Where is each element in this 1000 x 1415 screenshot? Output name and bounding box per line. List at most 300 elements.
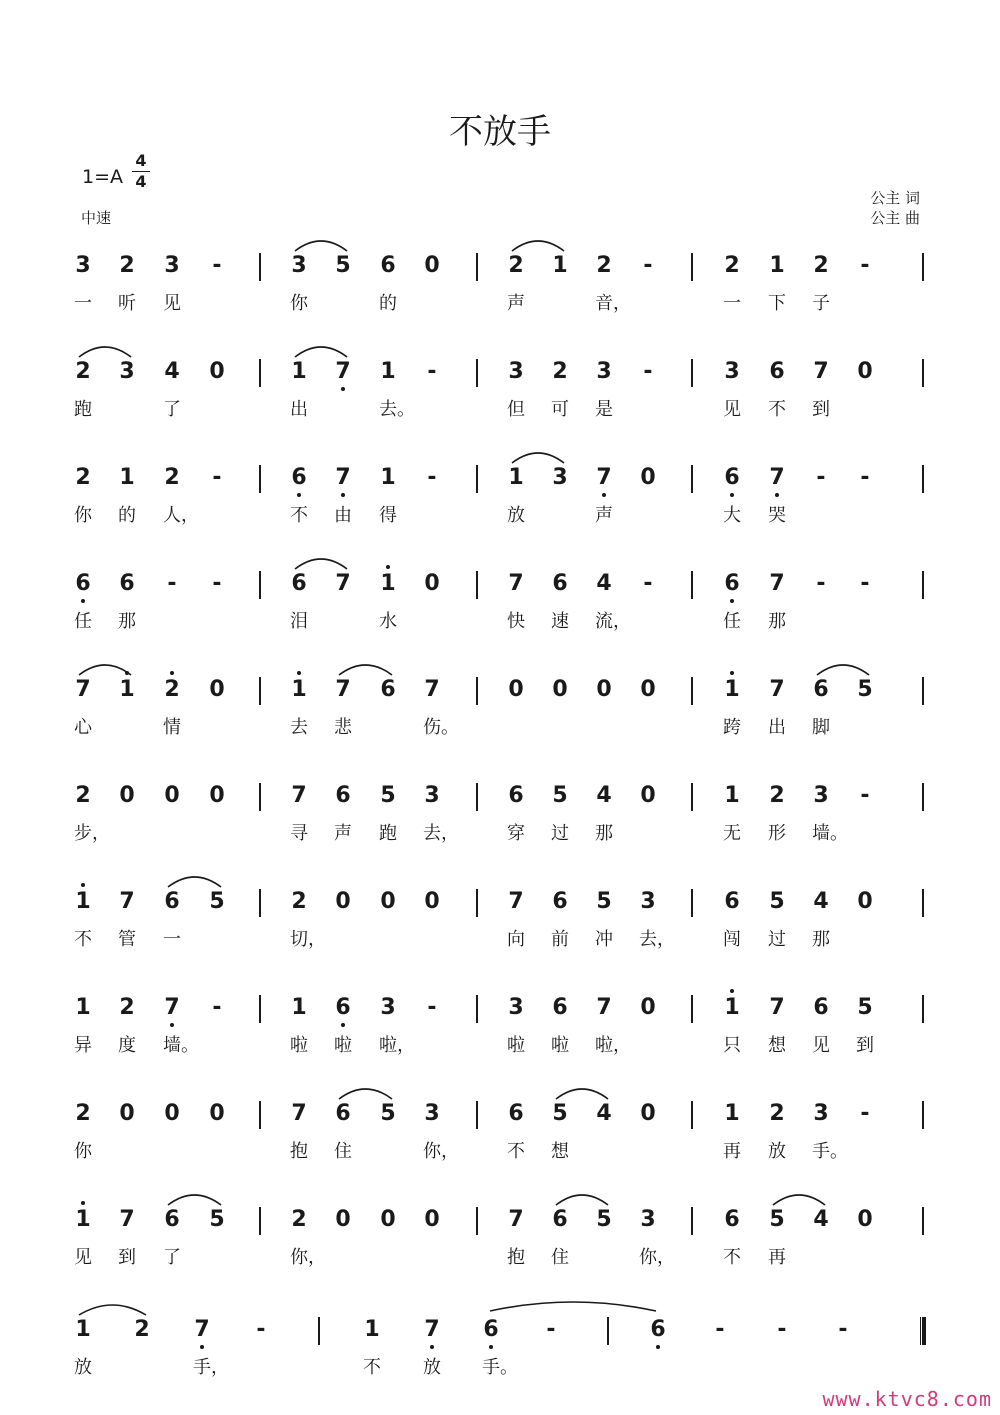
note: 3 xyxy=(291,253,307,278)
lyric-syllable: 但 xyxy=(507,399,525,420)
note: 3 xyxy=(508,359,524,384)
note: - xyxy=(212,995,222,1020)
note: 0 xyxy=(424,571,440,596)
note: 5 xyxy=(769,1207,785,1232)
lyric-syllable: 脚 xyxy=(812,717,830,738)
note: 0 xyxy=(424,889,440,914)
tempo-marking: 中速 xyxy=(81,209,112,227)
slur xyxy=(295,347,347,357)
note: 1 xyxy=(75,995,91,1020)
lyric-syllable: 不 xyxy=(363,1357,381,1378)
lyric-syllable: 任 xyxy=(723,611,741,632)
note: 3 xyxy=(552,465,568,490)
slur xyxy=(556,1089,608,1099)
note: 1 xyxy=(717,677,747,703)
lyric-syllable: 抱 xyxy=(290,1141,308,1162)
lyric-syllable: 见 xyxy=(163,293,181,314)
note: - xyxy=(643,359,653,384)
note: 5 xyxy=(552,1101,568,1126)
lyric-syllable: 异 xyxy=(74,1035,92,1056)
lyric-syllable: 了 xyxy=(163,399,181,420)
note: 7 xyxy=(119,1207,135,1232)
note: 5 xyxy=(769,889,785,914)
lyric-syllable: 不 xyxy=(290,505,308,526)
note: 1 xyxy=(373,571,403,597)
lyric-syllable: 一 xyxy=(74,293,92,314)
note: 2 xyxy=(769,1101,785,1126)
slur xyxy=(79,1305,146,1315)
note: 5 xyxy=(857,995,873,1020)
lyric-syllable: 去。 xyxy=(379,399,415,420)
slur xyxy=(79,347,131,357)
note: 6 xyxy=(717,465,747,491)
note: 0 xyxy=(640,677,656,702)
slur xyxy=(512,453,564,463)
lyric-syllable: 悲 xyxy=(334,717,352,738)
note: 1 xyxy=(112,677,142,703)
note: 0 xyxy=(857,889,873,914)
note: 6 xyxy=(552,1207,568,1232)
lyric-syllable: 去， xyxy=(639,929,675,950)
note: - xyxy=(256,1317,266,1342)
lyric-syllable: 声 xyxy=(595,505,613,526)
note: 7 xyxy=(335,677,351,702)
note: 7 xyxy=(157,995,187,1021)
note: 0 xyxy=(640,783,656,808)
lyric-syllable: 向 xyxy=(507,929,525,950)
note: 0 xyxy=(508,677,524,702)
note: 1 xyxy=(380,465,396,490)
note: - xyxy=(816,465,826,490)
note: 1 xyxy=(291,995,307,1020)
lyric-syllable: 哭 xyxy=(768,505,786,526)
lyric-syllable: 可 xyxy=(551,399,569,420)
note: 6 xyxy=(724,1207,740,1232)
note: 0 xyxy=(596,677,612,702)
slur xyxy=(339,1089,392,1099)
lyric-syllable: 水 xyxy=(379,611,397,632)
lyric-syllable: 墙。 xyxy=(163,1035,199,1056)
note: 7 xyxy=(596,995,612,1020)
lyric-syllable: 到 xyxy=(118,1247,136,1268)
song-title: 不放手 xyxy=(449,112,551,152)
note: 2 xyxy=(75,359,91,384)
lyric-syllable: 那 xyxy=(768,611,786,632)
note: 2 xyxy=(769,783,785,808)
lyric-syllable: 啦 xyxy=(507,1035,525,1056)
note: 2 xyxy=(75,1101,91,1126)
note: 7 xyxy=(769,571,785,596)
lyric-syllable: 那 xyxy=(595,823,613,844)
note: 1 xyxy=(291,359,307,384)
note: 3 xyxy=(813,1101,829,1126)
note: 6 xyxy=(335,1101,351,1126)
note: - xyxy=(860,1101,870,1126)
note: 6 xyxy=(335,783,351,808)
note: 1 xyxy=(284,677,314,703)
note: 0 xyxy=(209,783,225,808)
lyric-syllable: 冲 xyxy=(595,929,613,950)
lyric-syllable: 下 xyxy=(768,293,786,314)
lyric-syllable: 去， xyxy=(423,823,459,844)
note: 0 xyxy=(164,783,180,808)
lyric-syllable: 形 xyxy=(768,823,786,844)
lyric-syllable: 伤。 xyxy=(423,717,459,738)
slur xyxy=(168,877,221,887)
note: 2 xyxy=(508,253,524,278)
note: 1 xyxy=(68,889,98,915)
lyric-syllable: 你 xyxy=(290,293,308,314)
lyric-syllable: 抱 xyxy=(507,1247,525,1268)
lyric-syllable: 住 xyxy=(334,1141,352,1162)
slur xyxy=(295,241,347,251)
note: 1 xyxy=(717,995,747,1021)
note: 1 xyxy=(724,783,740,808)
note: 0 xyxy=(640,465,656,490)
tie xyxy=(490,1302,656,1311)
lyric-syllable: 快 xyxy=(507,611,525,632)
note: 1 xyxy=(552,253,568,278)
note: 7 xyxy=(508,571,524,596)
note: 0 xyxy=(164,1101,180,1126)
note: 6 xyxy=(380,677,396,702)
note: - xyxy=(860,253,870,278)
lyric-syllable: 到 xyxy=(812,399,830,420)
note: - xyxy=(860,571,870,596)
note: 7 xyxy=(335,571,351,596)
lyric-syllable: 想 xyxy=(768,1035,786,1056)
lyric-syllable: 手。 xyxy=(812,1141,848,1162)
note: 6 xyxy=(643,1317,673,1343)
lyric-syllable: 不 xyxy=(74,929,92,950)
composer-credit: 公主 曲 xyxy=(870,209,920,227)
note: - xyxy=(427,465,437,490)
lyric-syllable: 再 xyxy=(768,1247,786,1268)
note: 7 xyxy=(187,1317,217,1343)
note: 5 xyxy=(596,889,612,914)
lyric-syllable: 想 xyxy=(551,1141,569,1162)
lyric-syllable: 音， xyxy=(595,293,631,314)
note: 6 xyxy=(164,1207,180,1232)
note: 2 xyxy=(119,995,135,1020)
note: 0 xyxy=(209,677,225,702)
note: 4 xyxy=(596,571,612,596)
note: 3 xyxy=(164,253,180,278)
lyric-syllable: 你 xyxy=(74,1141,92,1162)
slur xyxy=(556,1195,608,1205)
note: 7 xyxy=(508,889,524,914)
note: 3 xyxy=(380,995,396,1020)
note: 1 xyxy=(68,1207,98,1233)
note: 2 xyxy=(552,359,568,384)
lyric-syllable: 那 xyxy=(118,611,136,632)
note: 6 xyxy=(291,571,307,596)
lyric-syllable: 闯 xyxy=(723,929,741,950)
note: 2 xyxy=(75,783,91,808)
note: - xyxy=(643,253,653,278)
lyric-syllable: 的 xyxy=(379,293,397,314)
note: 6 xyxy=(724,889,740,914)
lyric-syllable: 流， xyxy=(595,611,631,632)
lyric-syllable: 任 xyxy=(74,611,92,632)
note: - xyxy=(816,571,826,596)
note: 4 xyxy=(813,1207,829,1232)
note: 6 xyxy=(769,359,785,384)
note: - xyxy=(777,1317,787,1342)
note: - xyxy=(212,253,222,278)
lyric-syllable: 你 xyxy=(74,505,92,526)
lyric-syllable: 子 xyxy=(812,293,830,314)
note: 7 xyxy=(328,465,358,491)
lyric-syllable: 一 xyxy=(723,293,741,314)
note: 0 xyxy=(119,783,135,808)
note: 2 xyxy=(134,1317,150,1342)
lyric-syllable: 你， xyxy=(290,1247,326,1268)
lyric-syllable: 你， xyxy=(639,1247,675,1268)
note: 7 xyxy=(417,1317,447,1343)
lyric-syllable: 见 xyxy=(74,1247,92,1268)
note: 3 xyxy=(724,359,740,384)
note: 6 xyxy=(552,889,568,914)
slur xyxy=(79,665,131,675)
lyric-syllable: 由 xyxy=(334,505,352,526)
note: 7 xyxy=(762,465,792,491)
lyric-syllable: 啦， xyxy=(595,1035,631,1056)
lyric-syllable: 只 xyxy=(723,1035,741,1056)
note: 3 xyxy=(596,359,612,384)
note: 0 xyxy=(552,677,568,702)
lyric-syllable: 放 xyxy=(768,1141,786,1162)
note: 6 xyxy=(508,783,524,808)
note: 1 xyxy=(769,253,785,278)
note: 2 xyxy=(75,465,91,490)
note: - xyxy=(715,1317,725,1342)
note: 7 xyxy=(119,889,135,914)
lyric-syllable: 的 xyxy=(118,505,136,526)
lyric-syllable: 放 xyxy=(74,1357,92,1378)
slur xyxy=(168,1195,221,1205)
lyric-syllable: 见 xyxy=(723,399,741,420)
lyric-syllable: 步， xyxy=(74,823,110,844)
note: 0 xyxy=(857,1207,873,1232)
note: 6 xyxy=(552,571,568,596)
note: 6 xyxy=(119,571,135,596)
note: 5 xyxy=(335,253,351,278)
note: 0 xyxy=(335,889,351,914)
note: 0 xyxy=(380,889,396,914)
note: 3 xyxy=(640,1207,656,1232)
note: 5 xyxy=(380,783,396,808)
lyric-syllable: 寻 xyxy=(290,823,308,844)
lyric-syllable: 不 xyxy=(768,399,786,420)
note: 2 xyxy=(164,465,180,490)
lyric-syllable: 无 xyxy=(723,823,741,844)
note: 0 xyxy=(857,359,873,384)
lyric-syllable: 了 xyxy=(163,1247,181,1268)
lyric-syllable: 声 xyxy=(507,293,525,314)
lyric-syllable: 度 xyxy=(118,1035,136,1056)
note: 3 xyxy=(813,783,829,808)
lyric-syllable: 人， xyxy=(163,505,199,526)
note: - xyxy=(427,995,437,1020)
lyric-syllable: 是 xyxy=(595,399,613,420)
lyric-syllable: 手。 xyxy=(482,1357,518,1378)
note: 5 xyxy=(209,889,225,914)
lyric-syllable: 过 xyxy=(551,823,569,844)
note: - xyxy=(643,571,653,596)
time-signature-numerator: 4 xyxy=(135,151,147,170)
note: 7 xyxy=(291,783,307,808)
note: - xyxy=(212,571,222,596)
note: 2 xyxy=(157,677,187,703)
note: - xyxy=(546,1317,556,1342)
lyric-syllable: 手， xyxy=(193,1357,229,1378)
lyric-syllable: 速 xyxy=(551,611,569,632)
note: 2 xyxy=(119,253,135,278)
note: 4 xyxy=(164,359,180,384)
note: 7 xyxy=(769,677,785,702)
note: 0 xyxy=(209,359,225,384)
watermark: www.ktvc8.com xyxy=(822,1387,992,1411)
note: 7 xyxy=(813,359,829,384)
lyric-syllable: 过 xyxy=(768,929,786,950)
note: 0 xyxy=(640,995,656,1020)
note: 2 xyxy=(291,889,307,914)
lyric-syllable: 出 xyxy=(290,399,308,420)
note: 0 xyxy=(119,1101,135,1126)
lyric-syllable: 跨 xyxy=(723,717,741,738)
note: 5 xyxy=(380,1101,396,1126)
note: 5 xyxy=(596,1207,612,1232)
lyric-syllable: 跑 xyxy=(74,399,92,420)
lyric-syllable: 墙。 xyxy=(812,823,848,844)
note: - xyxy=(167,571,177,596)
lyric-syllable: 你， xyxy=(423,1141,459,1162)
lyric-syllable: 啦， xyxy=(379,1035,415,1056)
time-signature-denominator: 4 xyxy=(135,172,147,191)
note: 6 xyxy=(328,995,358,1021)
note: 3 xyxy=(119,359,135,384)
note: 6 xyxy=(813,995,829,1020)
note: - xyxy=(427,359,437,384)
lyric-syllable: 跑 xyxy=(379,823,397,844)
note: 7 xyxy=(75,677,91,702)
lyric-syllable: 放 xyxy=(507,505,525,526)
note: 7 xyxy=(589,465,619,491)
note: - xyxy=(860,783,870,808)
lyric-syllable: 不 xyxy=(723,1247,741,1268)
note: 6 xyxy=(508,1101,524,1126)
lyric-syllable: 住 xyxy=(551,1247,569,1268)
slur xyxy=(339,665,392,675)
note: 4 xyxy=(596,783,612,808)
lyric-syllable: 啦 xyxy=(551,1035,569,1056)
note: 3 xyxy=(640,889,656,914)
lyric-syllable: 声 xyxy=(334,823,352,844)
lyric-syllable: 那 xyxy=(812,929,830,950)
lyric-syllable: 大 xyxy=(723,505,741,526)
lyric-syllable: 再 xyxy=(723,1141,741,1162)
note: 6 xyxy=(813,677,829,702)
note: 1 xyxy=(364,1317,380,1342)
note: 6 xyxy=(552,995,568,1020)
note: 6 xyxy=(284,465,314,491)
lyric-syllable: 出 xyxy=(768,717,786,738)
lyric-syllable: 放 xyxy=(423,1357,441,1378)
note: 3 xyxy=(424,783,440,808)
slur xyxy=(773,1195,825,1205)
lyric-syllable: 穿 xyxy=(507,823,525,844)
note: 1 xyxy=(380,359,396,384)
note: 6 xyxy=(476,1317,506,1343)
note: 6 xyxy=(164,889,180,914)
note: 0 xyxy=(424,253,440,278)
note: 3 xyxy=(75,253,91,278)
lyricist-credit: 公主 词 xyxy=(870,189,920,207)
note: 0 xyxy=(640,1101,656,1126)
note: 2 xyxy=(724,253,740,278)
note: 7 xyxy=(328,359,358,385)
note: 2 xyxy=(291,1207,307,1232)
lyric-syllable: 得 xyxy=(379,505,397,526)
note: 0 xyxy=(424,1207,440,1232)
lyric-syllable: 情 xyxy=(163,717,181,738)
lyric-syllable: 到 xyxy=(856,1035,874,1056)
note: 7 xyxy=(424,677,440,702)
note: 0 xyxy=(380,1207,396,1232)
note: 6 xyxy=(717,571,747,597)
note: 5 xyxy=(857,677,873,702)
lyric-syllable: 心 xyxy=(74,717,92,738)
lyric-syllable: 前 xyxy=(551,929,569,950)
note: 3 xyxy=(424,1101,440,1126)
note: - xyxy=(212,465,222,490)
note: - xyxy=(838,1317,848,1342)
lyric-syllable: 管 xyxy=(118,929,136,950)
note: 7 xyxy=(508,1207,524,1232)
lyric-syllable: 不 xyxy=(507,1141,525,1162)
note: 2 xyxy=(813,253,829,278)
lyric-syllable: 啦 xyxy=(290,1035,308,1056)
lyric-syllable: 听 xyxy=(118,293,136,314)
note: 1 xyxy=(724,1101,740,1126)
note: 5 xyxy=(209,1207,225,1232)
slur xyxy=(817,665,869,675)
note: 7 xyxy=(291,1101,307,1126)
lyric-syllable: 去 xyxy=(290,717,308,738)
lyric-syllable: 见 xyxy=(812,1035,830,1056)
note: 1 xyxy=(75,1317,91,1342)
note: 0 xyxy=(335,1207,351,1232)
note: 6 xyxy=(380,253,396,278)
slur xyxy=(295,559,347,569)
note: - xyxy=(860,465,870,490)
note: 4 xyxy=(813,889,829,914)
note: 0 xyxy=(209,1101,225,1126)
lyric-syllable: 泪 xyxy=(290,611,308,632)
lyric-syllable: 切， xyxy=(290,929,326,950)
note: 1 xyxy=(119,465,135,490)
note: 2 xyxy=(596,253,612,278)
note: 7 xyxy=(769,995,785,1020)
note: 3 xyxy=(508,995,524,1020)
note: 6 xyxy=(68,571,98,597)
lyric-syllable: 啦 xyxy=(334,1035,352,1056)
lyric-syllable: 一 xyxy=(163,929,181,950)
note: 5 xyxy=(552,783,568,808)
note: 1 xyxy=(508,465,524,490)
slur xyxy=(512,241,564,251)
